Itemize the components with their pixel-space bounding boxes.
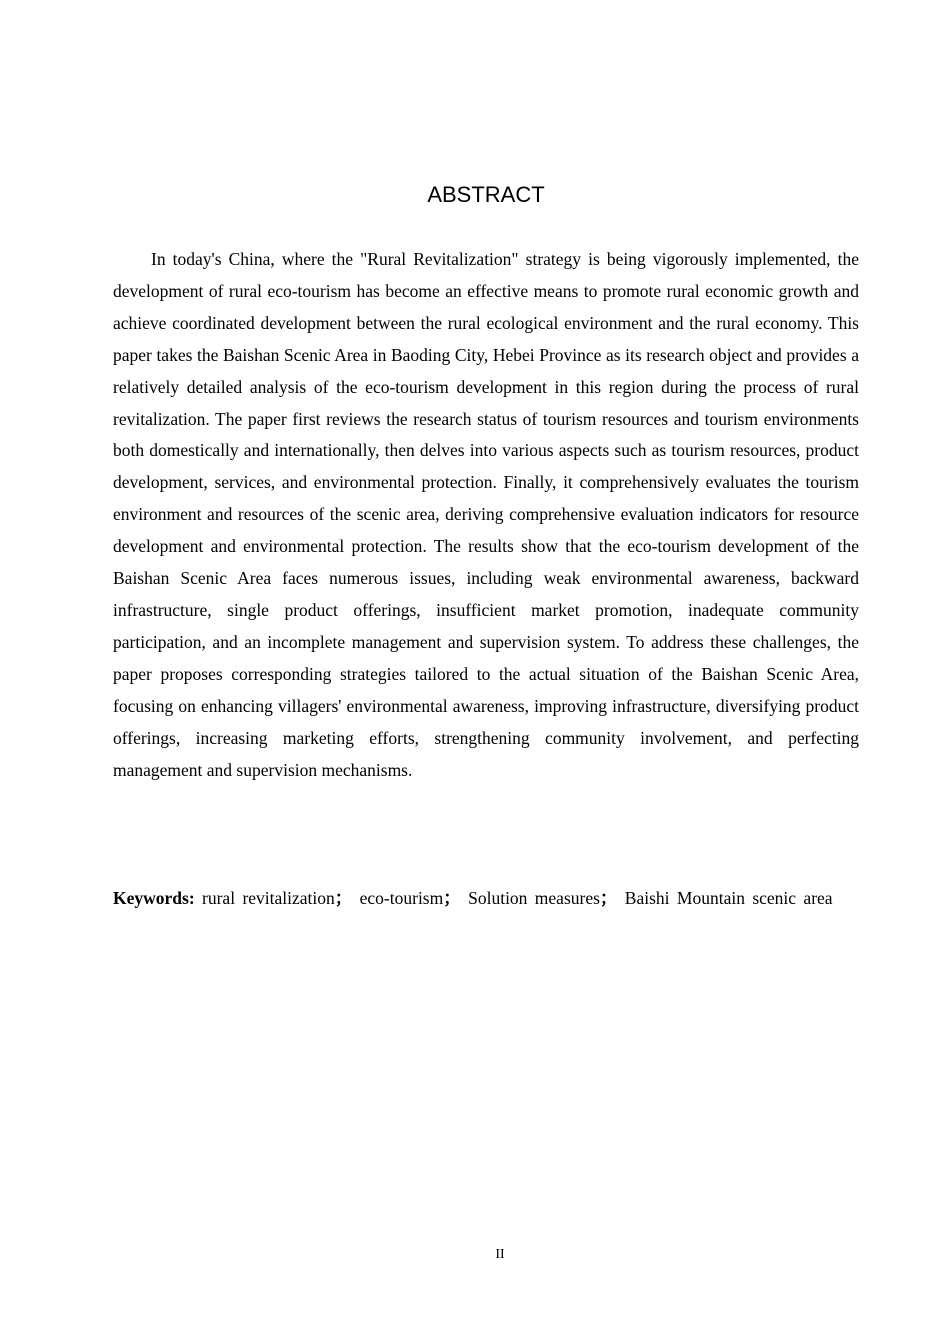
page-number: II [495, 1247, 505, 1262]
keyword-item: Baishi Mountain scenic area [624, 888, 833, 908]
keyword-separator: ； [599, 888, 618, 908]
keyword-separator: ； [334, 888, 353, 908]
keywords-label: Keywords: [113, 888, 195, 908]
keyword-item: eco-tourism [359, 888, 444, 908]
abstract-paragraph: In today's China, where the "Rural Revitalization" strategy is being vigorously implemented, the development of rural eco-tourism has become an effective means to promote rural economic growth and achieve coordinated development between the rural ecological environment and the rural economy. This paper takes the Baishan Scenic Area in Baoding City, Hebei Province as its research object and provides a relatively detailed analysis of the eco-tourism development in this region during the process of rural revitalization. The paper first reviews the research status of tourism resources and tourism environments both domestically and internationally, then delves into various aspects such as tourism resources, product development, services, and environmental protection. Finally, it comprehensively evaluates the tourism environment and resources of the scenic area, deriving comprehensive evaluation indicators for resource development and environmental protection. The results show that the eco-tourism development of the Baishan Scenic Area faces numerous issues, including weak environmental awareness, backward infrastructure, single product offerings, insufficient market promotion, inadequate community participation, and an incomplete management and supervision system. To address these challenges, the paper proposes corresponding strategies tailored to the actual situation of the Baishan Scenic Area, focusing on enhancing villagers' environmental awareness, improving infrastructure, diversifying product offerings, increasing marketing efforts, strengthening community involvement, and perfecting management and supervision mechanisms. [113, 249, 859, 780]
keyword-item: Solution measures [468, 888, 600, 908]
keyword-item: rural revitalization [202, 888, 335, 908]
keywords-line [113, 883, 859, 915]
keyword-separator: ； [443, 888, 461, 908]
abstract-title: ABSTRACT [427, 182, 545, 207]
